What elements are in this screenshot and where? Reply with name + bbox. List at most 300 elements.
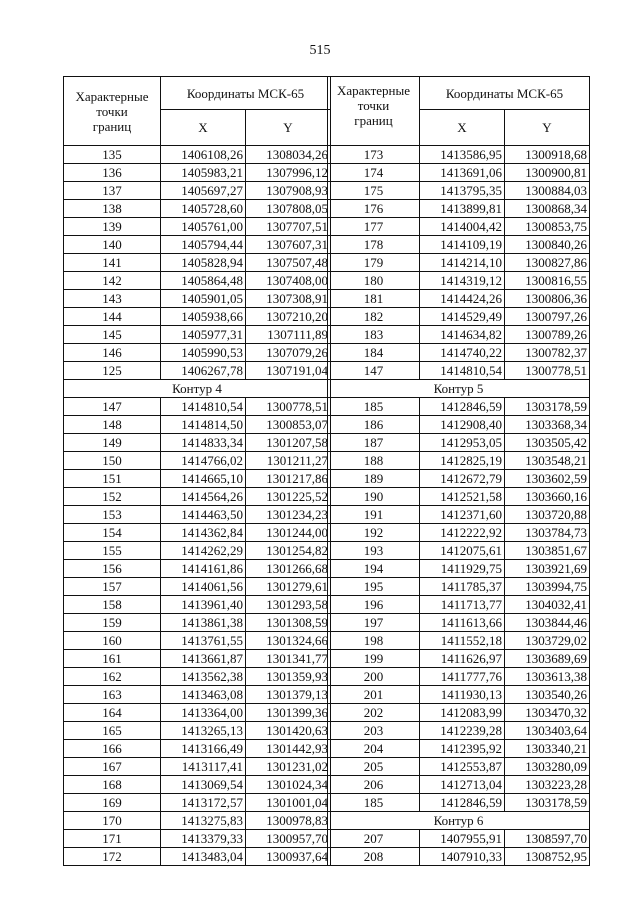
point-cell: 182 — [328, 308, 420, 326]
point-cell: 185 — [328, 794, 420, 812]
table-row — [64, 506, 331, 524]
table-row — [328, 704, 590, 722]
y-cell: 1301308,59 — [246, 614, 331, 632]
table-body-left — [64, 146, 331, 866]
y-cell: 1303178,59 — [505, 398, 590, 416]
table-row — [64, 686, 331, 704]
y-cell: 1307210,20 — [246, 308, 331, 326]
table-row — [64, 434, 331, 452]
x-cell: 1413661,87 — [161, 650, 246, 668]
table-row — [64, 182, 331, 200]
point-cell: 150 — [64, 452, 161, 470]
x-cell: 1413861,38 — [161, 614, 246, 632]
x-cell: 1413166,49 — [161, 740, 246, 758]
table-row — [64, 560, 331, 578]
x-cell: 1414262,29 — [161, 542, 246, 560]
x-cell: 1414810,54 — [420, 362, 505, 380]
table-row — [328, 488, 590, 506]
y-cell: 1303720,88 — [505, 506, 590, 524]
point-cell: 153 — [64, 506, 161, 524]
x-cell: 1405761,00 — [161, 218, 246, 236]
x-cell: 1414833,34 — [161, 434, 246, 452]
point-cell: 163 — [64, 686, 161, 704]
point-cell: 149 — [64, 434, 161, 452]
x-cell: 1412672,79 — [420, 470, 505, 488]
header-point-line-3: границ — [354, 113, 393, 128]
y-cell: 1303729,02 — [505, 632, 590, 650]
point-cell: 174 — [328, 164, 420, 182]
table-row — [328, 344, 590, 362]
header-point — [64, 77, 161, 146]
table-row — [328, 416, 590, 434]
table-row — [64, 632, 331, 650]
point-cell: 139 — [64, 218, 161, 236]
table-row — [328, 542, 590, 560]
point-cell: 201 — [328, 686, 420, 704]
table-row — [64, 362, 331, 380]
point-cell: 161 — [64, 650, 161, 668]
table-row — [64, 290, 331, 308]
point-cell: 148 — [64, 416, 161, 434]
x-cell: 1411930,13 — [420, 686, 505, 704]
y-cell: 1308034,26 — [246, 146, 331, 164]
header-point-line-1: Характерные — [75, 88, 149, 104]
y-cell: 1303403,64 — [505, 722, 590, 740]
table-row — [64, 524, 331, 542]
table-row — [328, 578, 590, 596]
coordinates-table-right — [327, 76, 590, 866]
x-cell: 1413069,54 — [161, 776, 246, 794]
y-cell: 1300957,70 — [246, 830, 331, 848]
y-cell: 1301324,66 — [246, 632, 331, 650]
y-cell: 1307079,26 — [246, 344, 331, 362]
x-cell: 1412713,04 — [420, 776, 505, 794]
table-row — [64, 542, 331, 560]
x-cell: 1412239,28 — [420, 722, 505, 740]
x-cell: 1405794,44 — [161, 236, 246, 254]
table-row — [64, 218, 331, 236]
x-cell: 1414814,50 — [161, 416, 246, 434]
section-row — [328, 380, 590, 398]
table-row — [64, 416, 331, 434]
x-cell: 1414564,26 — [161, 488, 246, 506]
point-cell: 176 — [328, 200, 420, 218]
x-cell: 1411929,75 — [420, 560, 505, 578]
header-x: X — [161, 110, 246, 146]
y-cell: 1300806,36 — [505, 290, 590, 308]
y-cell: 1308597,70 — [505, 830, 590, 848]
y-cell: 1300778,51 — [246, 398, 331, 416]
x-cell: 1413562,38 — [161, 668, 246, 686]
point-cell: 147 — [64, 398, 161, 416]
point-cell: 207 — [328, 830, 420, 848]
x-cell: 1414214,10 — [420, 254, 505, 272]
y-cell: 1303540,26 — [505, 686, 590, 704]
x-cell: 1413379,33 — [161, 830, 246, 848]
x-cell: 1413899,81 — [420, 200, 505, 218]
table-row — [328, 794, 590, 812]
table-row — [64, 740, 331, 758]
y-cell: 1301379,13 — [246, 686, 331, 704]
y-cell: 1300816,55 — [505, 272, 590, 290]
point-cell: 198 — [328, 632, 420, 650]
y-cell: 1301399,36 — [246, 704, 331, 722]
y-cell: 1300840,26 — [505, 236, 590, 254]
x-cell: 1413961,40 — [161, 596, 246, 614]
y-cell: 1301217,86 — [246, 470, 331, 488]
table-row — [64, 344, 331, 362]
point-cell: 196 — [328, 596, 420, 614]
table-row — [328, 830, 590, 848]
section-title: Контур 6 — [328, 812, 590, 830]
point-cell: 177 — [328, 218, 420, 236]
point-cell: 159 — [64, 614, 161, 632]
x-cell: 1414810,54 — [161, 398, 246, 416]
point-cell: 136 — [64, 164, 161, 182]
point-cell: 142 — [64, 272, 161, 290]
y-cell: 1301254,82 — [246, 542, 331, 560]
x-cell: 1412371,60 — [420, 506, 505, 524]
y-cell: 1303613,38 — [505, 668, 590, 686]
x-cell: 1405977,31 — [161, 326, 246, 344]
point-cell: 167 — [64, 758, 161, 776]
point-cell: 203 — [328, 722, 420, 740]
point-cell: 170 — [64, 812, 161, 830]
y-cell: 1303505,42 — [505, 434, 590, 452]
y-cell: 1307408,00 — [246, 272, 331, 290]
point-cell: 206 — [328, 776, 420, 794]
x-cell: 1412908,40 — [420, 416, 505, 434]
point-cell: 179 — [328, 254, 420, 272]
x-cell: 1413761,55 — [161, 632, 246, 650]
y-cell: 1307308,91 — [246, 290, 331, 308]
point-cell: 184 — [328, 344, 420, 362]
point-cell: 155 — [64, 542, 161, 560]
point-cell: 143 — [64, 290, 161, 308]
point-cell: 202 — [328, 704, 420, 722]
table-row — [64, 308, 331, 326]
y-cell: 1303548,21 — [505, 452, 590, 470]
point-cell: 165 — [64, 722, 161, 740]
x-cell: 1414109,19 — [420, 236, 505, 254]
point-cell: 146 — [64, 344, 161, 362]
x-cell: 1411552,18 — [420, 632, 505, 650]
x-cell: 1405828,94 — [161, 254, 246, 272]
header-x: X — [420, 110, 505, 146]
point-cell: 169 — [64, 794, 161, 812]
point-cell: 187 — [328, 434, 420, 452]
point-cell: 137 — [64, 182, 161, 200]
y-cell: 1301442,93 — [246, 740, 331, 758]
x-cell: 1413483,04 — [161, 848, 246, 866]
x-cell: 1406108,26 — [161, 146, 246, 164]
section-title: Контур 4 — [64, 380, 331, 398]
y-cell: 1300778,51 — [505, 362, 590, 380]
table-row — [64, 470, 331, 488]
y-cell: 1303660,16 — [505, 488, 590, 506]
point-cell: 195 — [328, 578, 420, 596]
x-cell: 1411613,66 — [420, 614, 505, 632]
table-row — [328, 650, 590, 668]
x-cell: 1411626,97 — [420, 650, 505, 668]
y-cell: 1301211,27 — [246, 452, 331, 470]
y-cell: 1301024,34 — [246, 776, 331, 794]
y-cell: 1300782,37 — [505, 344, 590, 362]
table-row — [328, 470, 590, 488]
table-row — [64, 758, 331, 776]
table-row — [328, 722, 590, 740]
x-cell: 1413275,83 — [161, 812, 246, 830]
table-body-right — [328, 146, 590, 866]
y-cell: 1300900,81 — [505, 164, 590, 182]
table-row — [328, 632, 590, 650]
point-cell: 171 — [64, 830, 161, 848]
x-cell: 1412521,58 — [420, 488, 505, 506]
y-cell: 1303689,69 — [505, 650, 590, 668]
x-cell: 1411713,77 — [420, 596, 505, 614]
y-cell: 1301293,58 — [246, 596, 331, 614]
point-cell: 190 — [328, 488, 420, 506]
table-row — [64, 722, 331, 740]
table-row — [64, 704, 331, 722]
table-row — [64, 668, 331, 686]
x-cell: 1413172,57 — [161, 794, 246, 812]
table-row — [328, 740, 590, 758]
header-point-line-2: точки — [357, 98, 390, 113]
point-cell: 145 — [64, 326, 161, 344]
x-cell: 1405990,53 — [161, 344, 246, 362]
x-cell: 1414319,12 — [420, 272, 505, 290]
x-cell: 1412222,92 — [420, 524, 505, 542]
table-row — [64, 488, 331, 506]
x-cell: 1411777,76 — [420, 668, 505, 686]
x-cell: 1412395,92 — [420, 740, 505, 758]
table-row — [328, 452, 590, 470]
header-y: Y — [505, 110, 590, 146]
x-cell: 1405697,27 — [161, 182, 246, 200]
point-cell: 156 — [64, 560, 161, 578]
table-row — [328, 398, 590, 416]
table-row — [328, 236, 590, 254]
table-row — [328, 506, 590, 524]
y-cell: 1303844,46 — [505, 614, 590, 632]
point-cell: 147 — [328, 362, 420, 380]
y-cell: 1300868,34 — [505, 200, 590, 218]
x-cell: 1405728,60 — [161, 200, 246, 218]
point-cell: 183 — [328, 326, 420, 344]
x-cell: 1407955,91 — [420, 830, 505, 848]
page-number: 515 — [309, 43, 331, 58]
point-cell: 194 — [328, 560, 420, 578]
x-cell: 1406267,78 — [161, 362, 246, 380]
table-row — [328, 776, 590, 794]
header-point-line-3: границ — [92, 118, 132, 134]
x-cell: 1413463,08 — [161, 686, 246, 704]
y-cell: 1301001,04 — [246, 794, 331, 812]
y-cell: 1303223,28 — [505, 776, 590, 794]
table-row — [64, 326, 331, 344]
y-cell: 1303851,67 — [505, 542, 590, 560]
point-cell: 160 — [64, 632, 161, 650]
table-row — [328, 182, 590, 200]
x-cell: 1414740,22 — [420, 344, 505, 362]
y-cell: 1301279,61 — [246, 578, 331, 596]
y-cell: 1301244,00 — [246, 524, 331, 542]
y-cell: 1307191,04 — [246, 362, 331, 380]
x-cell: 1414766,02 — [161, 452, 246, 470]
point-cell: 152 — [64, 488, 161, 506]
table-row — [64, 452, 331, 470]
y-cell: 1301207,58 — [246, 434, 331, 452]
y-cell: 1307607,31 — [246, 236, 331, 254]
y-cell: 1301234,23 — [246, 506, 331, 524]
header-coordinates: Координаты МСК-65 — [161, 77, 331, 110]
y-cell: 1304032,41 — [505, 596, 590, 614]
point-cell: 162 — [64, 668, 161, 686]
point-cell: 189 — [328, 470, 420, 488]
x-cell: 1405983,21 — [161, 164, 246, 182]
x-cell: 1405938,66 — [161, 308, 246, 326]
table-row — [64, 200, 331, 218]
y-cell: 1301225,52 — [246, 488, 331, 506]
x-cell: 1414463,50 — [161, 506, 246, 524]
y-cell: 1301420,63 — [246, 722, 331, 740]
table-row — [328, 596, 590, 614]
table-row — [64, 146, 331, 164]
table-row — [328, 326, 590, 344]
x-cell: 1414634,82 — [420, 326, 505, 344]
point-cell: 197 — [328, 614, 420, 632]
x-cell: 1414362,84 — [161, 524, 246, 542]
x-cell: 1413586,95 — [420, 146, 505, 164]
x-cell: 1414665,10 — [161, 470, 246, 488]
y-cell: 1303602,59 — [505, 470, 590, 488]
y-cell: 1300918,68 — [505, 146, 590, 164]
table-row — [64, 164, 331, 182]
table-row — [64, 830, 331, 848]
point-cell: 188 — [328, 452, 420, 470]
point-cell: 180 — [328, 272, 420, 290]
y-cell: 1303921,69 — [505, 560, 590, 578]
point-cell: 192 — [328, 524, 420, 542]
y-cell: 1300978,83 — [246, 812, 331, 830]
point-cell: 175 — [328, 182, 420, 200]
x-cell: 1413795,35 — [420, 182, 505, 200]
table-row — [328, 164, 590, 182]
point-cell: 168 — [64, 776, 161, 794]
y-cell: 1301359,93 — [246, 668, 331, 686]
point-cell: 205 — [328, 758, 420, 776]
table-row — [328, 848, 590, 866]
x-cell: 1412953,05 — [420, 434, 505, 452]
x-cell: 1411785,37 — [420, 578, 505, 596]
y-cell: 1303368,34 — [505, 416, 590, 434]
table-row — [64, 812, 331, 830]
y-cell: 1300827,86 — [505, 254, 590, 272]
table-row — [328, 560, 590, 578]
point-cell: 204 — [328, 740, 420, 758]
y-cell: 1303784,73 — [505, 524, 590, 542]
point-cell: 173 — [328, 146, 420, 164]
point-cell: 172 — [64, 848, 161, 866]
point-cell: 181 — [328, 290, 420, 308]
point-cell: 186 — [328, 416, 420, 434]
table-row — [328, 146, 590, 164]
y-cell: 1300789,26 — [505, 326, 590, 344]
table-row — [328, 272, 590, 290]
point-cell: 191 — [328, 506, 420, 524]
table-row — [328, 758, 590, 776]
x-cell: 1407910,33 — [420, 848, 505, 866]
y-cell: 1301341,77 — [246, 650, 331, 668]
point-cell: 125 — [64, 362, 161, 380]
y-cell: 1303280,09 — [505, 758, 590, 776]
y-cell: 1300937,64 — [246, 848, 331, 866]
x-cell: 1413691,06 — [420, 164, 505, 182]
y-cell: 1307996,12 — [246, 164, 331, 182]
table-row — [64, 776, 331, 794]
x-cell: 1412075,61 — [420, 542, 505, 560]
point-cell: 200 — [328, 668, 420, 686]
y-cell: 1300884,03 — [505, 182, 590, 200]
x-cell: 1414424,26 — [420, 290, 505, 308]
y-cell: 1301231,02 — [246, 758, 331, 776]
point-cell: 178 — [328, 236, 420, 254]
x-cell: 1412083,99 — [420, 704, 505, 722]
y-cell: 1300853,75 — [505, 218, 590, 236]
coordinates-table-left — [63, 76, 331, 866]
section-title: Контур 5 — [328, 380, 590, 398]
table-row — [328, 200, 590, 218]
header-y: Y — [246, 110, 331, 146]
point-cell: 157 — [64, 578, 161, 596]
table-row — [328, 290, 590, 308]
header-point-line-2: точки — [96, 103, 128, 119]
point-cell: 158 — [64, 596, 161, 614]
x-cell: 1414004,42 — [420, 218, 505, 236]
x-cell: 1414529,49 — [420, 308, 505, 326]
y-cell: 1303178,59 — [505, 794, 590, 812]
y-cell: 1307908,93 — [246, 182, 331, 200]
table-row — [64, 398, 331, 416]
table-row — [328, 218, 590, 236]
x-cell: 1412846,59 — [420, 398, 505, 416]
point-cell: 166 — [64, 740, 161, 758]
table-row — [64, 596, 331, 614]
x-cell: 1414161,86 — [161, 560, 246, 578]
point-cell: 135 — [64, 146, 161, 164]
table-row — [328, 308, 590, 326]
point-cell: 144 — [64, 308, 161, 326]
y-cell: 1303470,32 — [505, 704, 590, 722]
y-cell: 1303340,21 — [505, 740, 590, 758]
table-row — [64, 650, 331, 668]
section-row — [328, 812, 590, 830]
table-row — [64, 236, 331, 254]
table-row — [328, 524, 590, 542]
x-cell: 1412846,59 — [420, 794, 505, 812]
y-cell: 1308752,95 — [505, 848, 590, 866]
point-cell: 185 — [328, 398, 420, 416]
x-cell: 1414061,56 — [161, 578, 246, 596]
point-cell: 164 — [64, 704, 161, 722]
table-row — [64, 578, 331, 596]
x-cell: 1413265,13 — [161, 722, 246, 740]
x-cell: 1413364,00 — [161, 704, 246, 722]
point-cell: 138 — [64, 200, 161, 218]
point-cell: 208 — [328, 848, 420, 866]
point-cell: 199 — [328, 650, 420, 668]
